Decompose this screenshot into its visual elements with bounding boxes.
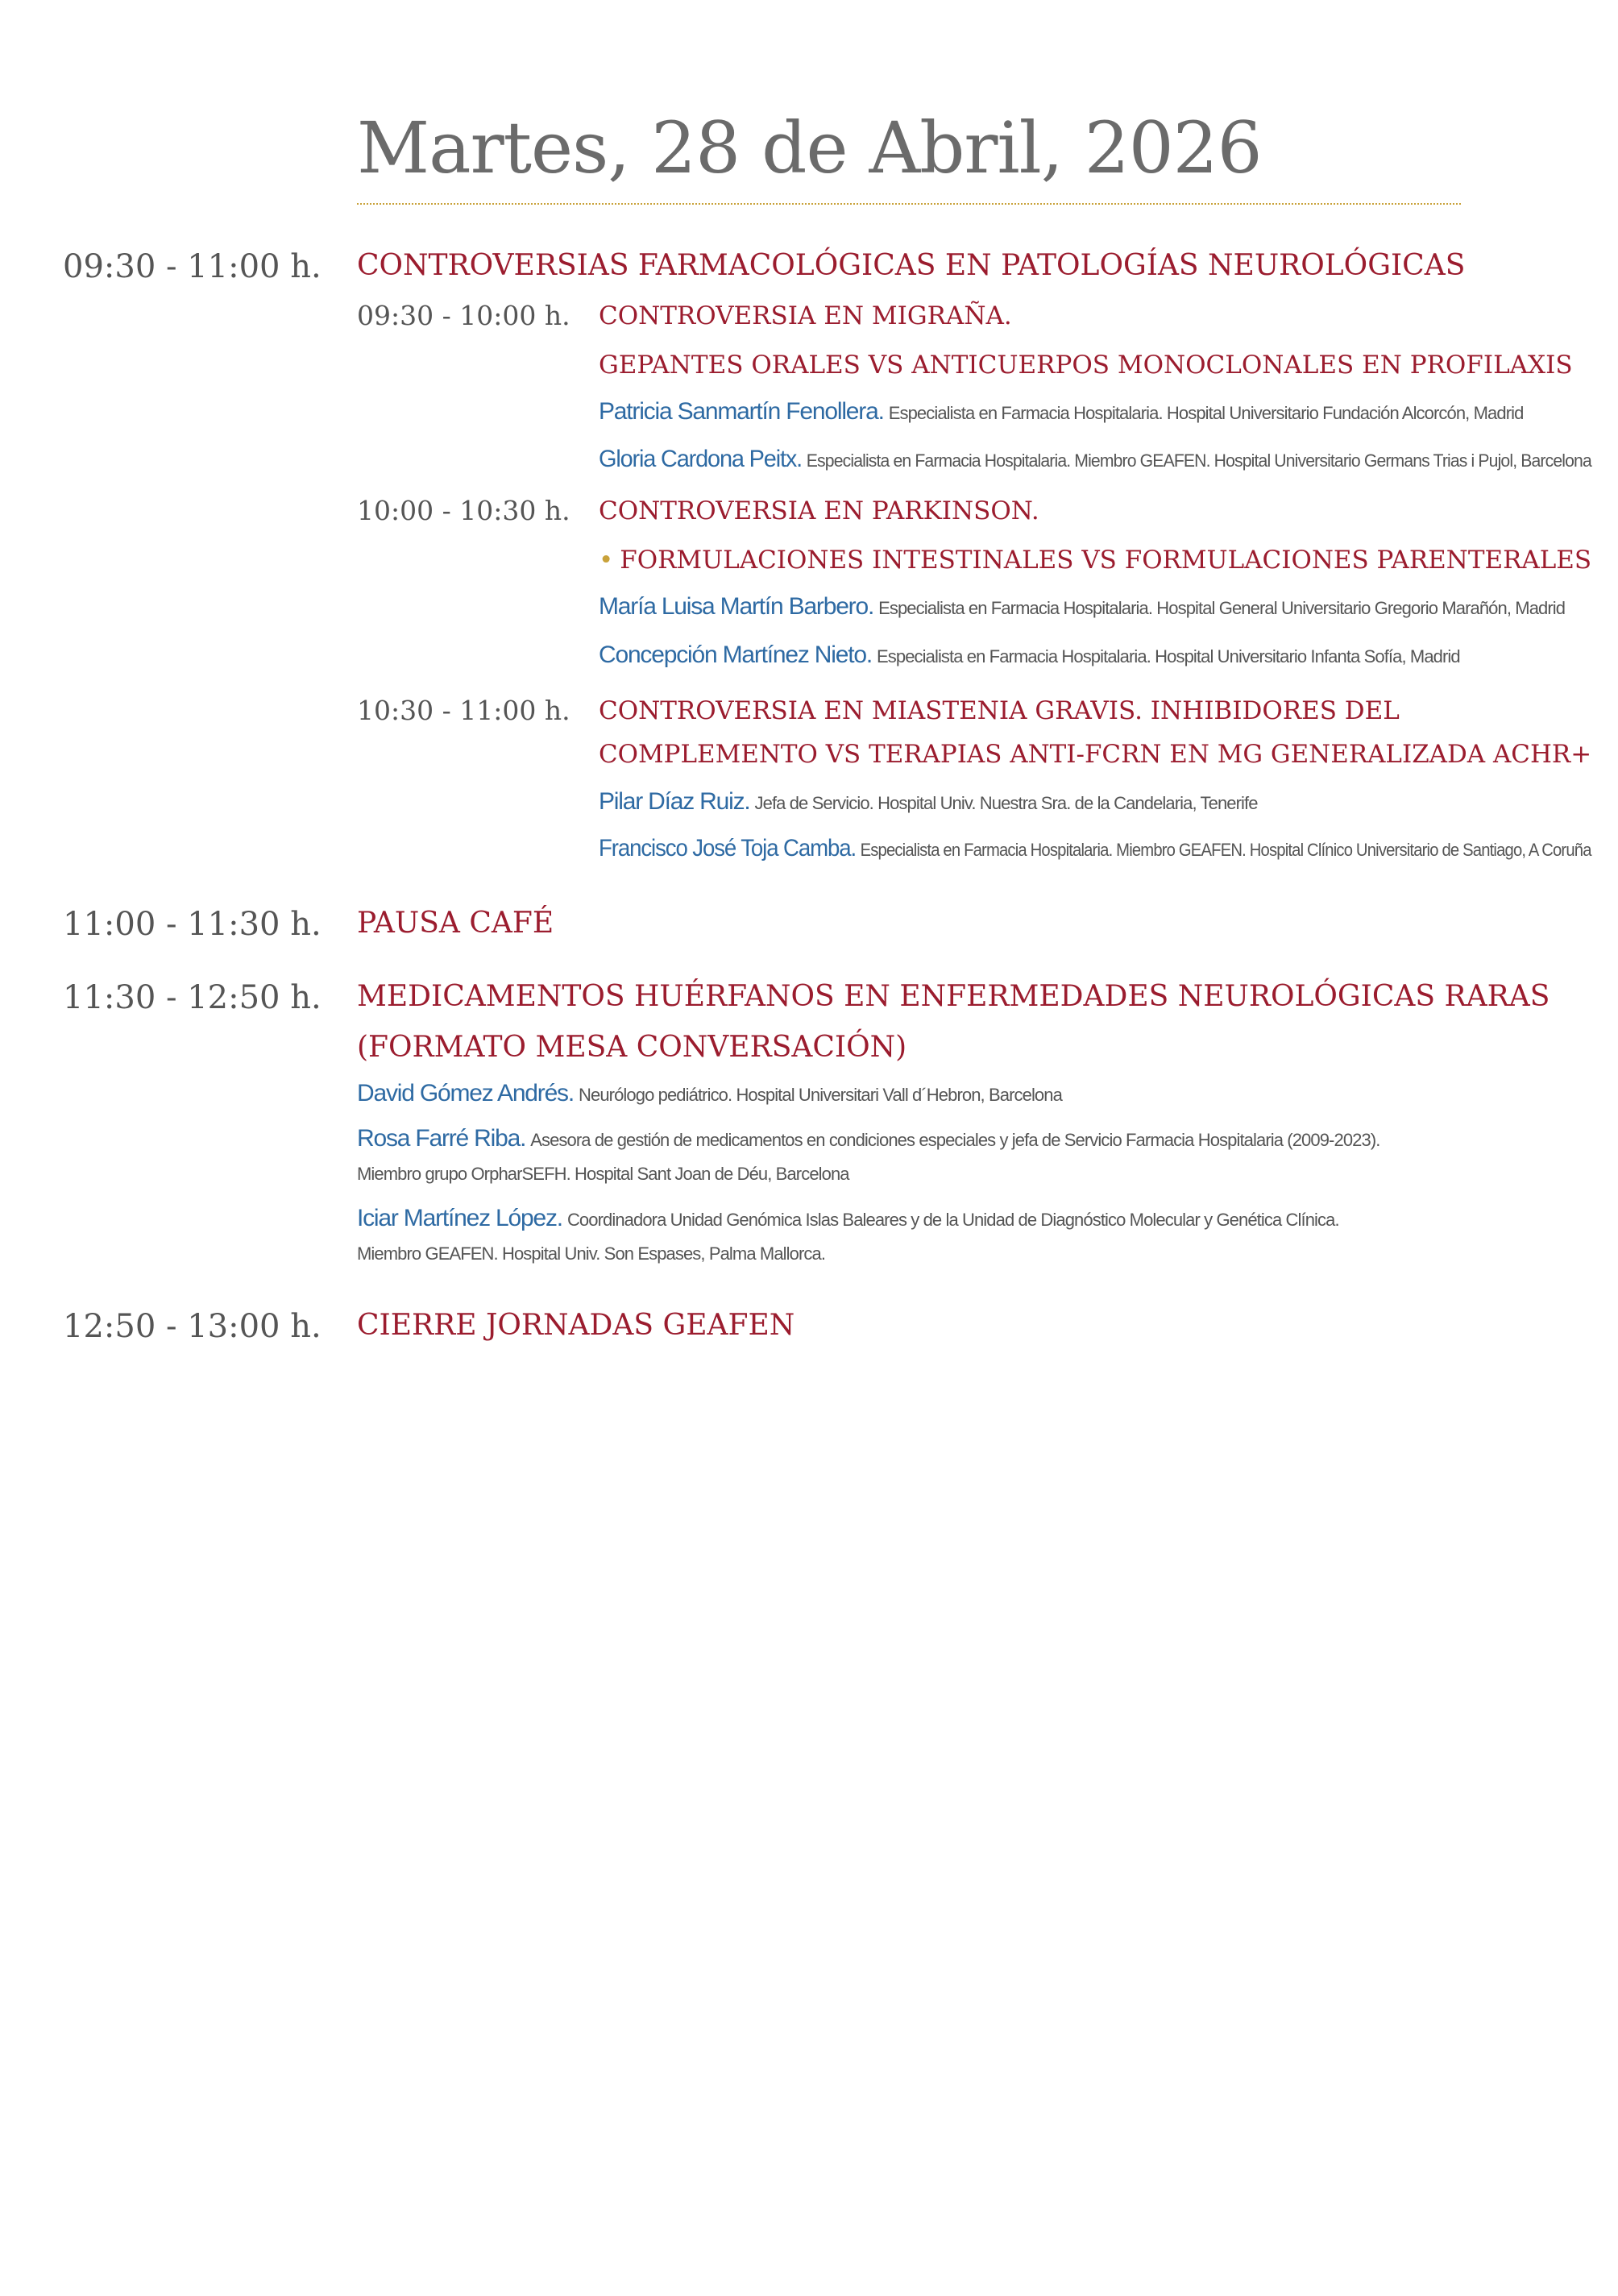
speaker-line <box>599 447 1591 471</box>
speaker-line <box>357 1127 1379 1151</box>
subsession-title: CONTROVERSIA EN MIASTENIA GRAVIS. INHIBIDORES DEL <box>599 696 1400 725</box>
speaker-line <box>599 837 1591 861</box>
speaker-name: Pilar Díaz Ruiz. <box>599 788 750 815</box>
speaker-name: Gloria Cardona Peitx. <box>599 446 803 472</box>
subsession-title: CONTROVERSIA EN MIGRAÑA. <box>599 301 1012 330</box>
speaker-affiliation: Neurólogo pediátrico. Hospital Universitari Vall d´Hebron, Barcelona <box>579 1085 1062 1105</box>
subsession-time: 10:00 - 10:30 h. <box>357 495 570 526</box>
page-title: Martes, 28 de Abril, 2026 <box>357 106 1262 189</box>
bullet-icon: • <box>599 546 614 575</box>
speaker-name: Patricia Sanmartín Fenollera. <box>599 398 884 425</box>
speaker-name: David Gómez Andrés. <box>357 1080 574 1106</box>
session-title: CONTROVERSIAS FARMACOLÓGICAS EN PATOLOGÍAS NEUROLÓGICAS <box>357 249 1466 282</box>
speaker-line <box>599 790 1258 814</box>
session-time: 11:30 - 12:50 h. <box>63 979 322 1016</box>
speaker-affiliation: Asesora de gestión de medicamentos en condiciones especiales y jefa de Servicio Farmacia Hospitalaria (2009-2023). <box>530 1130 1380 1150</box>
speaker-affiliation: Coordinadora Unidad Genómica Islas Baleares y de la Unidad de Diagnóstico Molecular y Genética Clínica. <box>566 1210 1339 1230</box>
speaker-affiliation: Miembro GEAFEN. Hospital Univ. Son Espases, Palma Mallorca. <box>357 1243 826 1264</box>
session-time: 09:30 - 11:00 h. <box>63 248 322 285</box>
speaker-affiliation: Especialista en Farmacia Hospitalaria. Hospital Universitario Infanta Sofía, Madrid <box>876 646 1460 666</box>
subsession-title: CONTROVERSIA EN PARKINSON. <box>599 496 1039 525</box>
speaker-name: Concepción Martínez Nieto. <box>599 641 872 668</box>
title-divider <box>357 203 1461 205</box>
speaker-line <box>357 1082 1062 1106</box>
speaker-affiliation: Especialista en Farmacia Hospitalaria. Miembro GEAFEN. Hospital Clínico Universitario de Santiago, A Coruña <box>860 840 1591 860</box>
speaker-line <box>599 400 1523 424</box>
speaker-name: Rosa Farré Riba. <box>357 1125 526 1152</box>
speaker-affiliation: Jefa de Servicio. Hospital Univ. Nuestra Sra. de la Candelaria, Tenerife <box>754 793 1258 813</box>
session-title: PAUSA CAFÉ <box>357 907 554 940</box>
session-time: 11:00 - 11:30 h. <box>63 906 322 943</box>
session-title: CIERRE JORNADAS GEAFEN <box>357 1309 795 1342</box>
speaker-affiliation: Especialista en Farmacia Hospitalaria. Hospital General Universitario Gregorio Marañón, Madrid <box>878 598 1566 618</box>
subsession-time: 09:30 - 10:00 h. <box>357 300 570 331</box>
speaker-name: Francisco José Toja Camba. <box>599 835 857 862</box>
speaker-line <box>357 1206 1339 1231</box>
subsession-title: • FORMULACIONES INTESTINALES VS FORMULACIONES PARENTERALES <box>599 546 1592 575</box>
subsession-title: GEPANTES ORALES VS ANTICUERPOS MONOCLONALES EN PROFILAXIS <box>599 351 1573 380</box>
speaker-affiliation: Especialista en Farmacia Hospitalaria. Miembro GEAFEN. Hospital Universitario Germans Trias i Pujol, Barcelona <box>806 450 1591 471</box>
speaker-affiliation: Miembro grupo OrpharSEFH. Hospital Sant Joan de Déu, Barcelona <box>357 1164 849 1184</box>
subsession-time: 10:30 - 11:00 h. <box>357 695 570 726</box>
speaker-affiliation: Especialista en Farmacia Hospitalaria. Hospital Universitario Fundación Alcorcón, Madrid <box>888 403 1524 423</box>
session-title: MEDICAMENTOS HUÉRFANOS EN ENFERMEDADES NEUROLÓGICAS RARAS <box>357 980 1550 1013</box>
speaker-line <box>599 595 1565 619</box>
session-title: (FORMATO MESA CONVERSACIÓN) <box>357 1031 907 1064</box>
speaker-name: María Luisa Martín Barbero. <box>599 593 874 620</box>
speaker-line <box>599 643 1460 667</box>
speaker-name: Iciar Martínez López. <box>357 1205 562 1231</box>
session-time: 12:50 - 13:00 h. <box>63 1308 322 1345</box>
subsession-title: COMPLEMENTO VS TERAPIAS ANTI-FCRN EN MG GENERALIZADA ACHR+ <box>599 740 1592 769</box>
